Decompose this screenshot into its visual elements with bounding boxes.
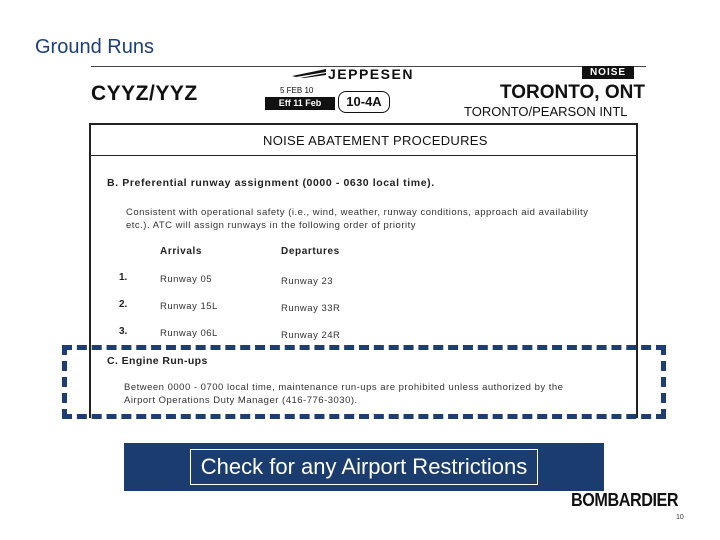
- departure-runway: Runway 24R: [281, 330, 341, 341]
- row-number: 1.: [119, 272, 128, 283]
- city-name: TORONTO, ONT: [500, 82, 645, 103]
- section-c-heading: C. Engine Run-ups: [107, 355, 212, 367]
- page-number: 10: [676, 514, 684, 521]
- callout-text: Check for any Airport Restrictions: [190, 449, 538, 485]
- arrivals-header: Arrivals: [160, 246, 203, 257]
- bombardier-logo: BOMBARDIER: [571, 490, 679, 510]
- arrival-runway: Runway 15L: [160, 301, 218, 312]
- row-number: 3.: [119, 326, 128, 337]
- section-c-text: Between 0000 - 0700 local time, maintenance run-ups are prohibited unless authorized by the Airport Operations Duty Manager (416-776-3030).: [124, 382, 564, 406]
- arrival-runway: Runway 06L: [160, 328, 218, 339]
- jeppesen-swoosh-icon: [292, 68, 326, 78]
- row-number: 2.: [119, 299, 128, 310]
- airport-ident: CYYZ/YYZ: [91, 82, 198, 105]
- chart-number: 10-4A: [338, 91, 390, 113]
- chart-date: 5 FEB 10: [280, 86, 314, 95]
- departures-header: Departures: [281, 246, 340, 257]
- jeppesen-logo: [292, 66, 417, 84]
- effective-date: Eff 11 Feb: [265, 97, 335, 110]
- procedures-title: NOISE ABATEMENT PROCEDURES: [263, 133, 488, 148]
- section-b-text: Consistent with operational safety (i.e., wind, weather, runway conditions, approach aid availability etc.). ATC will assign runways in the following order of priority: [126, 207, 589, 231]
- section-b-heading: B. Preferential runway assignment (0000 - 0630 local time).: [107, 177, 435, 189]
- slide-title: Ground Runs: [35, 36, 154, 58]
- callout-banner: [124, 443, 604, 491]
- departure-runway: Runway 23: [281, 276, 334, 287]
- departure-runway: Runway 33R: [281, 303, 341, 314]
- engine-runup-highlight: [62, 345, 666, 419]
- noise-tag: NOISE: [582, 66, 634, 79]
- arrival-runway: Runway 05: [160, 274, 213, 285]
- airport-name: TORONTO/PEARSON INTL: [464, 104, 628, 119]
- publisher-name: JEPPESEN: [328, 66, 414, 82]
- procedures-title-bar: [91, 125, 636, 156]
